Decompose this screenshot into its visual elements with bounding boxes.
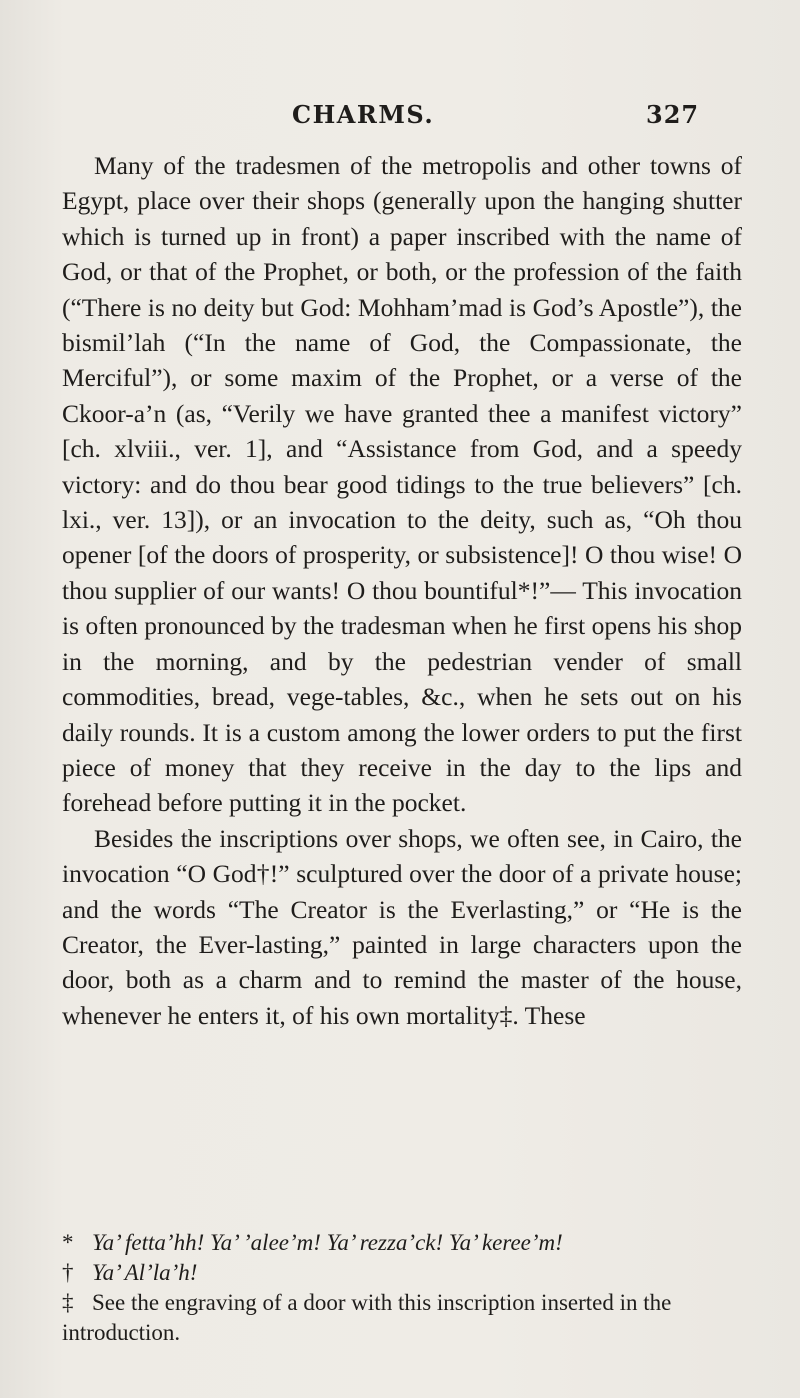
- footnote-mark: *: [62, 1230, 74, 1255]
- footnote-mark: ‡: [62, 1290, 74, 1315]
- footnote-text: See the engraving of a door with this inscription inserted in the introduction.: [62, 1290, 672, 1345]
- footnote-mark: †: [62, 1260, 74, 1285]
- paragraph: Many of the tradesmen of the metropolis and other towns of Egypt, place over their shops (generally upon the hanging shutter which is turned up in front) a paper inscribed with the name of God, or that of the Prophet, or both, or the profession of the faith (“There is no deity but God: Mohham’mad is God’s Apostle”), the bismil’lah (“In the name of God, the Compassionate, the Merciful”), or some maxim of the Prophet, or a verse of the Ckoor-a’n (as, “Verily we have granted thee a manifest victory” [ch. xlviii., ver. 1], and “Assistance from God, and a speedy victory: and do thou bear good tidings to the true believers” [ch. lxi., ver. 13]), or an invocation to the deity, such as, “Oh thou opener [of the doors of prosperity, or subsistence]! O thou wise! O thou supplier of our wants! O thou bountiful*!”— This invocation is often pronounced by the tradesman when he first opens his shop in the morning, and by the pedestrian vender of small commodities, bread, vege-tables, &c., when he sets out on his daily rounds. It is a custom among the lower orders to put the first piece of money that they receive in the day to the lips and forehead before putting it in the pocket.: [62, 151, 742, 818]
- footnote: [62, 1228, 742, 1258]
- running-title: CHARMS.: [292, 100, 435, 129]
- footnote: [62, 1288, 742, 1348]
- footnote: [62, 1258, 742, 1288]
- body-text: [62, 148, 742, 1033]
- footnote-text: Ya’ Al’la’h!: [92, 1260, 198, 1285]
- footnotes: [62, 1228, 742, 1348]
- page-number: 327: [646, 100, 700, 129]
- footnote-text: Ya’ fetta’hh! Ya’ ’alee’m! Ya’ rezza’ck! Ya’ keree’m!: [92, 1230, 563, 1255]
- paragraph: Besides the inscriptions over shops, we often see, in Cairo, the invocation “O God†!” sculptured over the door of a private house; and the words “The Creator is the Everlasting,” or “He is the Creator, the Ever-lasting,” painted in large characters upon the door, both as a charm and to remind the master of the house, whenever he enters it, of his own mortality‡. These: [62, 823, 742, 1030]
- running-head: [0, 100, 800, 140]
